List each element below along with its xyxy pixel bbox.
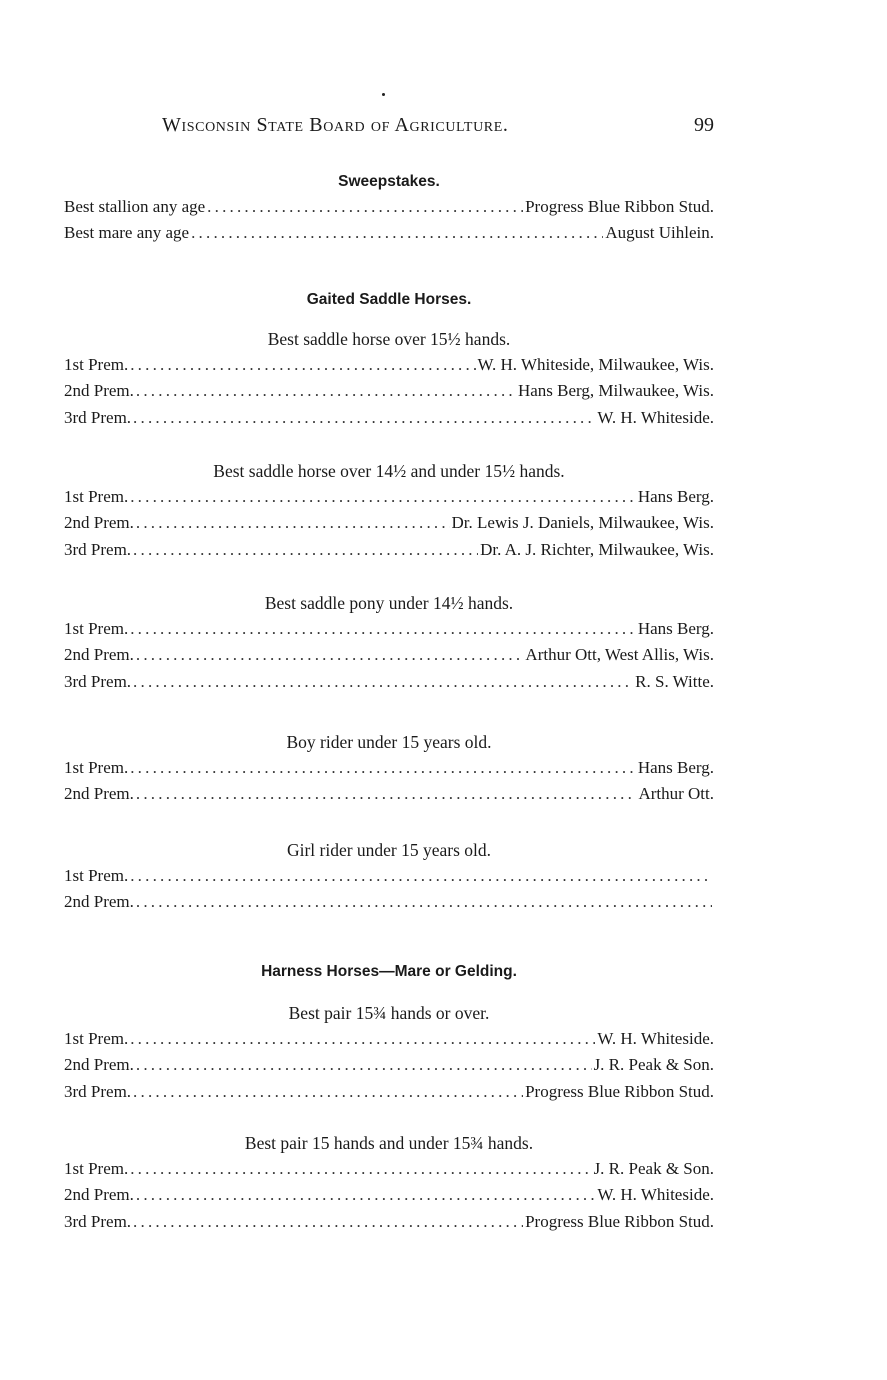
award-label: Best stallion any age	[64, 197, 206, 216]
award-winner: August Uihlein.	[605, 223, 714, 243]
award-winner: W. H. Whiteside.	[597, 1185, 714, 1205]
award-row	[64, 863, 714, 889]
leader-dots	[133, 405, 595, 431]
gaited-section	[64, 288, 714, 312]
award-label: 3rd Prem.	[64, 1081, 132, 1101]
award-row	[64, 889, 714, 915]
leader-dots	[136, 889, 712, 915]
award-label: 3rd Prem.	[64, 407, 132, 427]
award-row	[64, 642, 714, 668]
running-title: Wisconsin State Board of Agriculture.	[162, 114, 509, 136]
harness-section	[64, 960, 714, 984]
award-row	[64, 1052, 714, 1078]
award-label: 2nd Prem.	[64, 892, 134, 912]
award-row	[64, 1156, 714, 1182]
award-row	[64, 405, 714, 431]
award-label: 2nd Prem.	[64, 1055, 134, 1075]
award-winner: J. R. Peak & Son.	[593, 1055, 714, 1075]
class-group	[64, 1130, 714, 1235]
award-winner: Hans Berg.	[637, 619, 714, 638]
award-winner: Dr. A. J. Richter, Milwaukee, Wis.	[480, 539, 714, 559]
leader-dots	[133, 537, 478, 563]
award-row	[64, 352, 714, 378]
leader-dots	[130, 863, 712, 889]
award-winner: R. S. Witte.	[635, 671, 714, 691]
award-winner: W. H. Whiteside.	[597, 1029, 714, 1048]
award-winner: Progress Blue Ribbon Stud.	[525, 197, 714, 216]
award-label: 3rd Prem.	[64, 539, 132, 559]
award-label: 1st Prem.	[64, 487, 129, 506]
award-winner: Arthur Ott.	[638, 784, 714, 804]
leader-dots	[133, 1209, 523, 1235]
leader-dots	[191, 220, 603, 246]
class-group	[64, 729, 714, 808]
class-group	[64, 326, 714, 431]
leader-dots	[136, 378, 516, 404]
running-header	[64, 114, 714, 142]
award-label: 2nd Prem.	[64, 784, 134, 804]
leader-dots	[207, 194, 523, 220]
award-row	[64, 1209, 714, 1235]
award-label: 2nd Prem.	[64, 381, 134, 401]
award-label: 1st Prem.	[64, 758, 129, 777]
class-title: Best pair 15 hands and under 15¾ hands.	[244, 1133, 534, 1153]
leader-dots	[136, 1052, 592, 1078]
award-winner: Progress Blue Ribbon Stud.	[525, 1081, 714, 1101]
print-speck	[382, 93, 385, 96]
section-heading: Gaited Saddle Horses.	[306, 291, 472, 308]
leader-dots	[133, 669, 633, 695]
leader-dots	[130, 616, 636, 642]
page-number: 99	[694, 114, 714, 136]
award-label: 2nd Prem.	[64, 1185, 134, 1205]
award-label: 1st Prem.	[64, 1029, 129, 1048]
award-label: 1st Prem.	[64, 1159, 129, 1178]
award-winner: W. H. Whiteside, Milwaukee, Wis.	[477, 355, 714, 374]
award-label: 3rd Prem.	[64, 1211, 132, 1231]
leader-dots	[136, 1182, 595, 1208]
leader-dots	[130, 1026, 595, 1052]
award-winner: Hans Berg, Milwaukee, Wis.	[517, 381, 714, 401]
award-row	[64, 616, 714, 642]
award-winner: Dr. Lewis J. Daniels, Milwaukee, Wis.	[451, 513, 714, 533]
class-title: Best saddle horse over 15½ hands.	[267, 329, 511, 349]
award-winner: J. R. Peak & Son.	[593, 1159, 714, 1178]
award-label: 3rd Prem.	[64, 671, 132, 691]
class-title: Best saddle pony under 14½ hands.	[264, 593, 514, 613]
award-winner: Hans Berg.	[637, 487, 714, 506]
leader-dots	[130, 755, 636, 781]
award-row	[64, 1026, 714, 1052]
award-row	[64, 781, 714, 807]
award-row	[64, 378, 714, 404]
award-winner: Arthur Ott, West Allis, Wis.	[525, 645, 714, 665]
class-group	[64, 837, 714, 916]
award-row	[64, 220, 714, 246]
award-row	[64, 537, 714, 563]
section-heading: Sweepstakes.	[338, 173, 440, 190]
class-group	[64, 458, 714, 563]
award-label: 1st Prem.	[64, 866, 129, 885]
leader-dots	[136, 781, 637, 807]
class-group	[64, 1000, 714, 1105]
award-label: 1st Prem.	[64, 355, 129, 374]
sweepstakes-section	[64, 170, 714, 247]
class-title: Girl rider under 15 years old.	[286, 840, 492, 860]
leader-dots	[133, 1079, 523, 1105]
award-label: Best mare any age	[64, 223, 190, 243]
award-winner: W. H. Whiteside.	[597, 407, 714, 427]
award-row	[64, 484, 714, 510]
leader-dots	[130, 1156, 591, 1182]
award-row	[64, 669, 714, 695]
class-title: Best saddle horse over 14½ and under 15½ hands.	[213, 461, 565, 481]
award-winner: Progress Blue Ribbon Stud.	[525, 1211, 714, 1231]
award-label: 1st Prem.	[64, 619, 129, 638]
award-row	[64, 1079, 714, 1105]
award-label: 2nd Prem.	[64, 513, 134, 533]
award-label: 2nd Prem.	[64, 645, 134, 665]
award-row	[64, 194, 714, 220]
leader-dots	[136, 642, 524, 668]
section-heading: Harness Horses—Mare or Gelding.	[261, 963, 517, 980]
award-row	[64, 755, 714, 781]
award-winner: Hans Berg.	[637, 758, 714, 777]
award-row	[64, 1182, 714, 1208]
award-row	[64, 510, 714, 536]
leader-dots	[136, 510, 450, 536]
class-title: Boy rider under 15 years old.	[286, 732, 492, 752]
leader-dots	[130, 484, 636, 510]
class-group	[64, 590, 714, 695]
leader-dots	[130, 352, 475, 378]
class-title: Best pair 15¾ hands or over.	[288, 1003, 490, 1023]
